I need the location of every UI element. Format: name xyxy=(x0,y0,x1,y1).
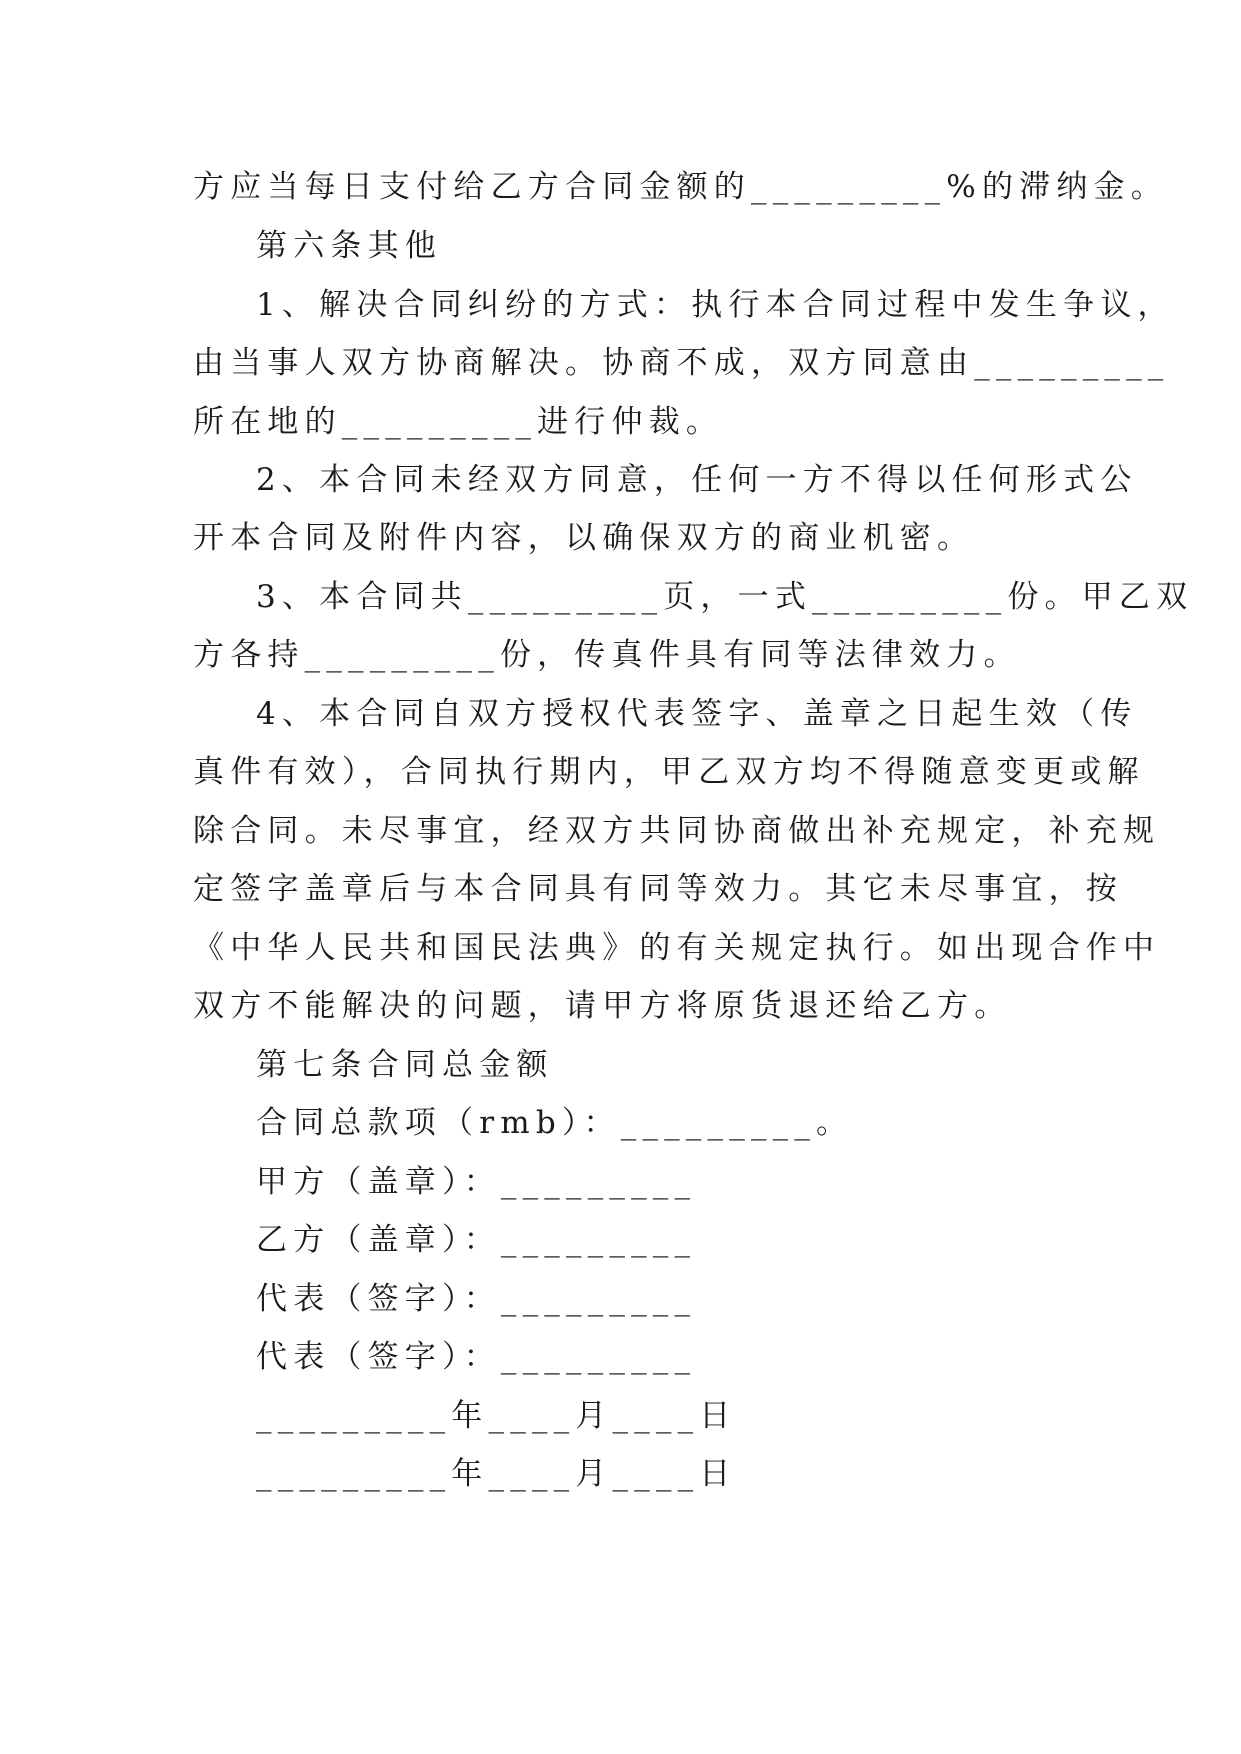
party-a-seal-line: 甲方（盖章）：_________ xyxy=(256,1164,697,1200)
paragraph-line: 定签字盖章后与本合同具有同等效力。其它未尽事宜，按 xyxy=(193,871,1123,907)
paragraph-line: 3、本合同共_________页，一式_________份。甲乙双 xyxy=(256,579,1194,615)
paragraph-line: 《中华人民共和国民法典》的有关规定执行。如出现合作中 xyxy=(193,930,1161,966)
paragraph-line: 方应当每日支付给乙方合同金额的_________%的滞纳金。 xyxy=(193,169,1168,205)
paragraph-line: 2、本合同未经双方同意，任何一方不得以任何形式公 xyxy=(256,462,1138,498)
section-heading: 第七条合同总金额 xyxy=(256,1047,554,1083)
paragraph-line: 4、本合同自双方授权代表签字、盖章之日起生效（传 xyxy=(256,696,1138,732)
date-line: _________年____月____日 xyxy=(256,1398,737,1434)
section-heading: 第六条其他 xyxy=(256,228,442,264)
paragraph-line: 所在地的_________进行仲裁。 xyxy=(193,404,724,440)
date-line: _________年____月____日 xyxy=(256,1456,737,1492)
paragraph-line: 方各持_________份，传真件具有同等法律效力。 xyxy=(193,637,1021,673)
paragraph-line: 开本合同及附件内容，以确保双方的商业机密。 xyxy=(193,520,975,556)
total-amount-line: 合同总款项（rmb）：_________。 xyxy=(256,1105,854,1141)
paragraph-line: 由当事人双方协商解决。协商不成，双方同意由_________ xyxy=(193,345,1170,381)
representative-sign-line: 代表（签字）：_________ xyxy=(256,1339,697,1375)
paragraph-line: 1、解决合同纠纷的方式：执行本合同过程中发生争议， xyxy=(256,287,1175,323)
representative-sign-line: 代表（签字）：_________ xyxy=(256,1281,697,1317)
paragraph-line: 真件有效），合同执行期内，甲乙双方均不得随意变更或解 xyxy=(193,754,1145,790)
paragraph-line: 双方不能解决的问题，请甲方将原货退还给乙方。 xyxy=(193,988,1012,1024)
party-b-seal-line: 乙方（盖章）：_________ xyxy=(256,1222,697,1258)
paragraph-line: 除合同。未尽事宜，经双方共同协商做出补充规定，补充规 xyxy=(193,813,1161,849)
